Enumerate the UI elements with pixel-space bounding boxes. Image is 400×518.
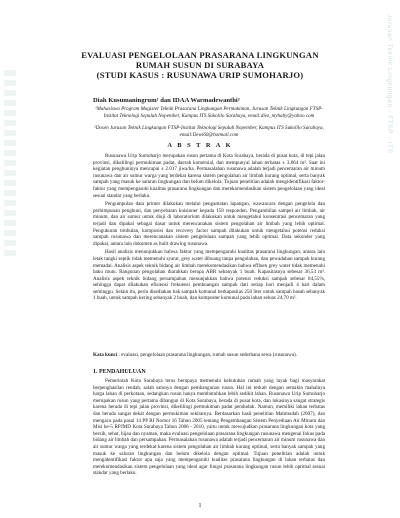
abstract-body <box>93 153 325 304</box>
keywords <box>93 352 325 359</box>
title-line-2: RUMAH SUSUN DI SURABAYA <box>135 60 265 70</box>
title-line-1: EVALUASI PENGELOLAAN PRASARANA LINGKUNGAN <box>81 50 319 60</box>
abstract-paragraph-1: Rusunawa Urip Sumoharjo merupakan rusun pertama di Kota Surabaya, berada di pusat kota, di tepi jalan provinsi, dikelilingi permukiman padat, daerah komersial, dan mempunyai lahan terbatas ± 3.064 m². Saat ini kegiatan penghuninya mencapai ± 2.017 jiwa/ha. Permasalahan rusunawa adalah terjadi pencemaran air minum rusunawa dan air sumur warga yang terdekat karena sistem pengolahan air limbah kurang optimal, serta banyak sampah yang masuk ke saluran lingkungan dan belum dikelola. Tujuan penelitian adalah mengidentifikasi faktor-faktor yang mempengaruhi kualitas prasarana lingkungan dan merekomendasikan sistem pengelolaan yang ideal sesuai standar yang berlaku. <box>93 153 325 199</box>
title-line-3: (STUDI KASUS : RUSUNAWA URIP SUMOHARJO) <box>96 70 304 80</box>
keywords-text: : evaluasi, pengelolaan prasarana lingkungan, rumah susun sederhana sewa (rusunawa). <box>118 352 297 358</box>
introduction-body <box>93 378 325 477</box>
side-watermark: Jurusan Teknik Lingkungan - FTSP - ITS <box>386 14 393 154</box>
affiliation-1: ¹Mahasiswa Program Magister Teknik Prasarana Lingkungan Permukiman, Jurusan Teknik Lingkungan FTSP-Institut Teknologi Sepuluh Nopember, Kampus ITS Sukolilo Surabaya, email:diez_myhaby@yahoo.com <box>95 106 323 119</box>
keywords-label: Kata kunci <box>93 352 118 358</box>
authors: Diah Kusumaningrum¹ dan IDAA Warmadewanthi² <box>93 97 240 104</box>
intro-paragraph-1: Pemerintah Kota Surabaya terus berupaya memenuhi kebutuhan rumah yang layak bagi masyarakat berpenghasilan rendah, salah satunya dengan pembangunan rusun. Hal ini terkait dengan semakin mahalnya harga lahan di perkotaan, sedangkan rusun hanya membutuhkan lebih sedikit lahan. Rusunawa Urip Sumoharjo merupakan rusun yang pertama dibangun di Kota Surabaya, berada di pusat kota, dan lokasinya sangat strategis karena berada di tepi jalan provinsi, dikelilingi permukiman padat penduduk. Namun, memiliki lahan terbatas dan berada sangat dekat dengan permukiman sekitarnya. Berdasarkan hasil penelitian Mahmudah (2007), dan mengacu pada pasal 14 PP RI Nomor 16 Tahun 2005 tentang Pengembangan Sistem Penyediaan Air Minum dan Misi ke-5 RPJMD Kota Surabaya Tahun 2006 - 2010, yaitu untuk mewujudkan prasarana lingkungan kota yang bersih, sehat, hijau dan nyaman, maka evaluasi pengelolaan prasarana lingkungan rusunawa mengenai fokus pada bidang air limbah dan persampahan. Permasalahan rusunawa adalah terjadi pencemaran air minum rusunawa dan air sumur warga yang terdekat karena sistem pengolahan air limbah kurang optimal, serta banyak sampah yang masuk ke saluran lingkungan dan belum dikelola dengan optimal. Tujuan penelitian adalah untuk mengidentifikasi faktor apa saja yang mempengaruhi kualitas prasarana lingkungan di lahan terbatas dan merekomendasikan sistem pengelolaan yang ideal agar fungsi prasarana lingkungan rusun lebih optimal sesuai standar yang berlaku. <box>93 378 325 477</box>
page-number: 1 <box>198 502 202 509</box>
abstract-paragraph-2: Pengumpulan data primer dilakukan melalui pengamatan lapangan, wawancara dengan pengelola dan perhimpunan penghuni, dan penyebaran kuisioner kepada 158 responden. Pengambilan sampel air limbah, air minum, dan air sumur untuk diuji di laboratorium dilakukan untuk mengetahui konsentrasi pencemaran yang terjadi dan dipakai sebagai dasar untuk merencanakan sistem pengolahan air limbah yang lebih optimal. Pengukuran timbulan, komposisi dan recovery factor sampah dilakukan untuk mengetahui potensi reduksi sampah rusunawa dan merencanakan sistem pengelolaan sampah yang lebih optimal. Data sekunder yang dipakai, antara lain dokumen as built drawing rusunawa. <box>93 201 325 247</box>
section-heading-introduction: 1. PENDAHULUAN <box>93 369 146 375</box>
affiliation-2: ²Dosen Jurusan Teknik Lingkungan FTSP-Institut Teknologi Sepuluh Nopember, Kampus ITS Sukolilo Surabaya, email:Dewi60@hotmail.com <box>94 125 324 138</box>
abstract-heading: A B S T R A K <box>167 142 233 149</box>
abstract-paragraph-3: Hasil analisis menunjukkan bahwa faktor yang mempengaruhi kualitas prasarana lingkungan, antara lain letak tangki septik tidak memenuhi syarat, grey water dibuang tanpa pengolahan, dan pewadahan sampah kurang memadai. Analisis aspek teknik bidang air limbah merekomendasikan bahwa effluen grey water tidak memenuhi baku mutu. Bangunan pengolahan diarahkan berupa ABR sebanyak 1 buah. Kapasitasnya sebesar 36,53 m³. Analisis aspek teknik bidang persampahan menunjukkan bahwa potensi reduksi sampah sebesar 84,55%, sehingga dapat dilakukan efisiensi frekuensi pembuangan sampah dari setiap hari menjadi 4 hari dalam seminggu. Selain itu, perlu disediakan bak sampah komunal berkapasitas 250 liter untuk sampah basah sebanyak 1 buah, untuk sampah kering sebanyak 2 buah, dan komposter komunal pada lahan seluas 24,70 m². <box>93 249 325 302</box>
side-stripe-left <box>4 70 16 260</box>
